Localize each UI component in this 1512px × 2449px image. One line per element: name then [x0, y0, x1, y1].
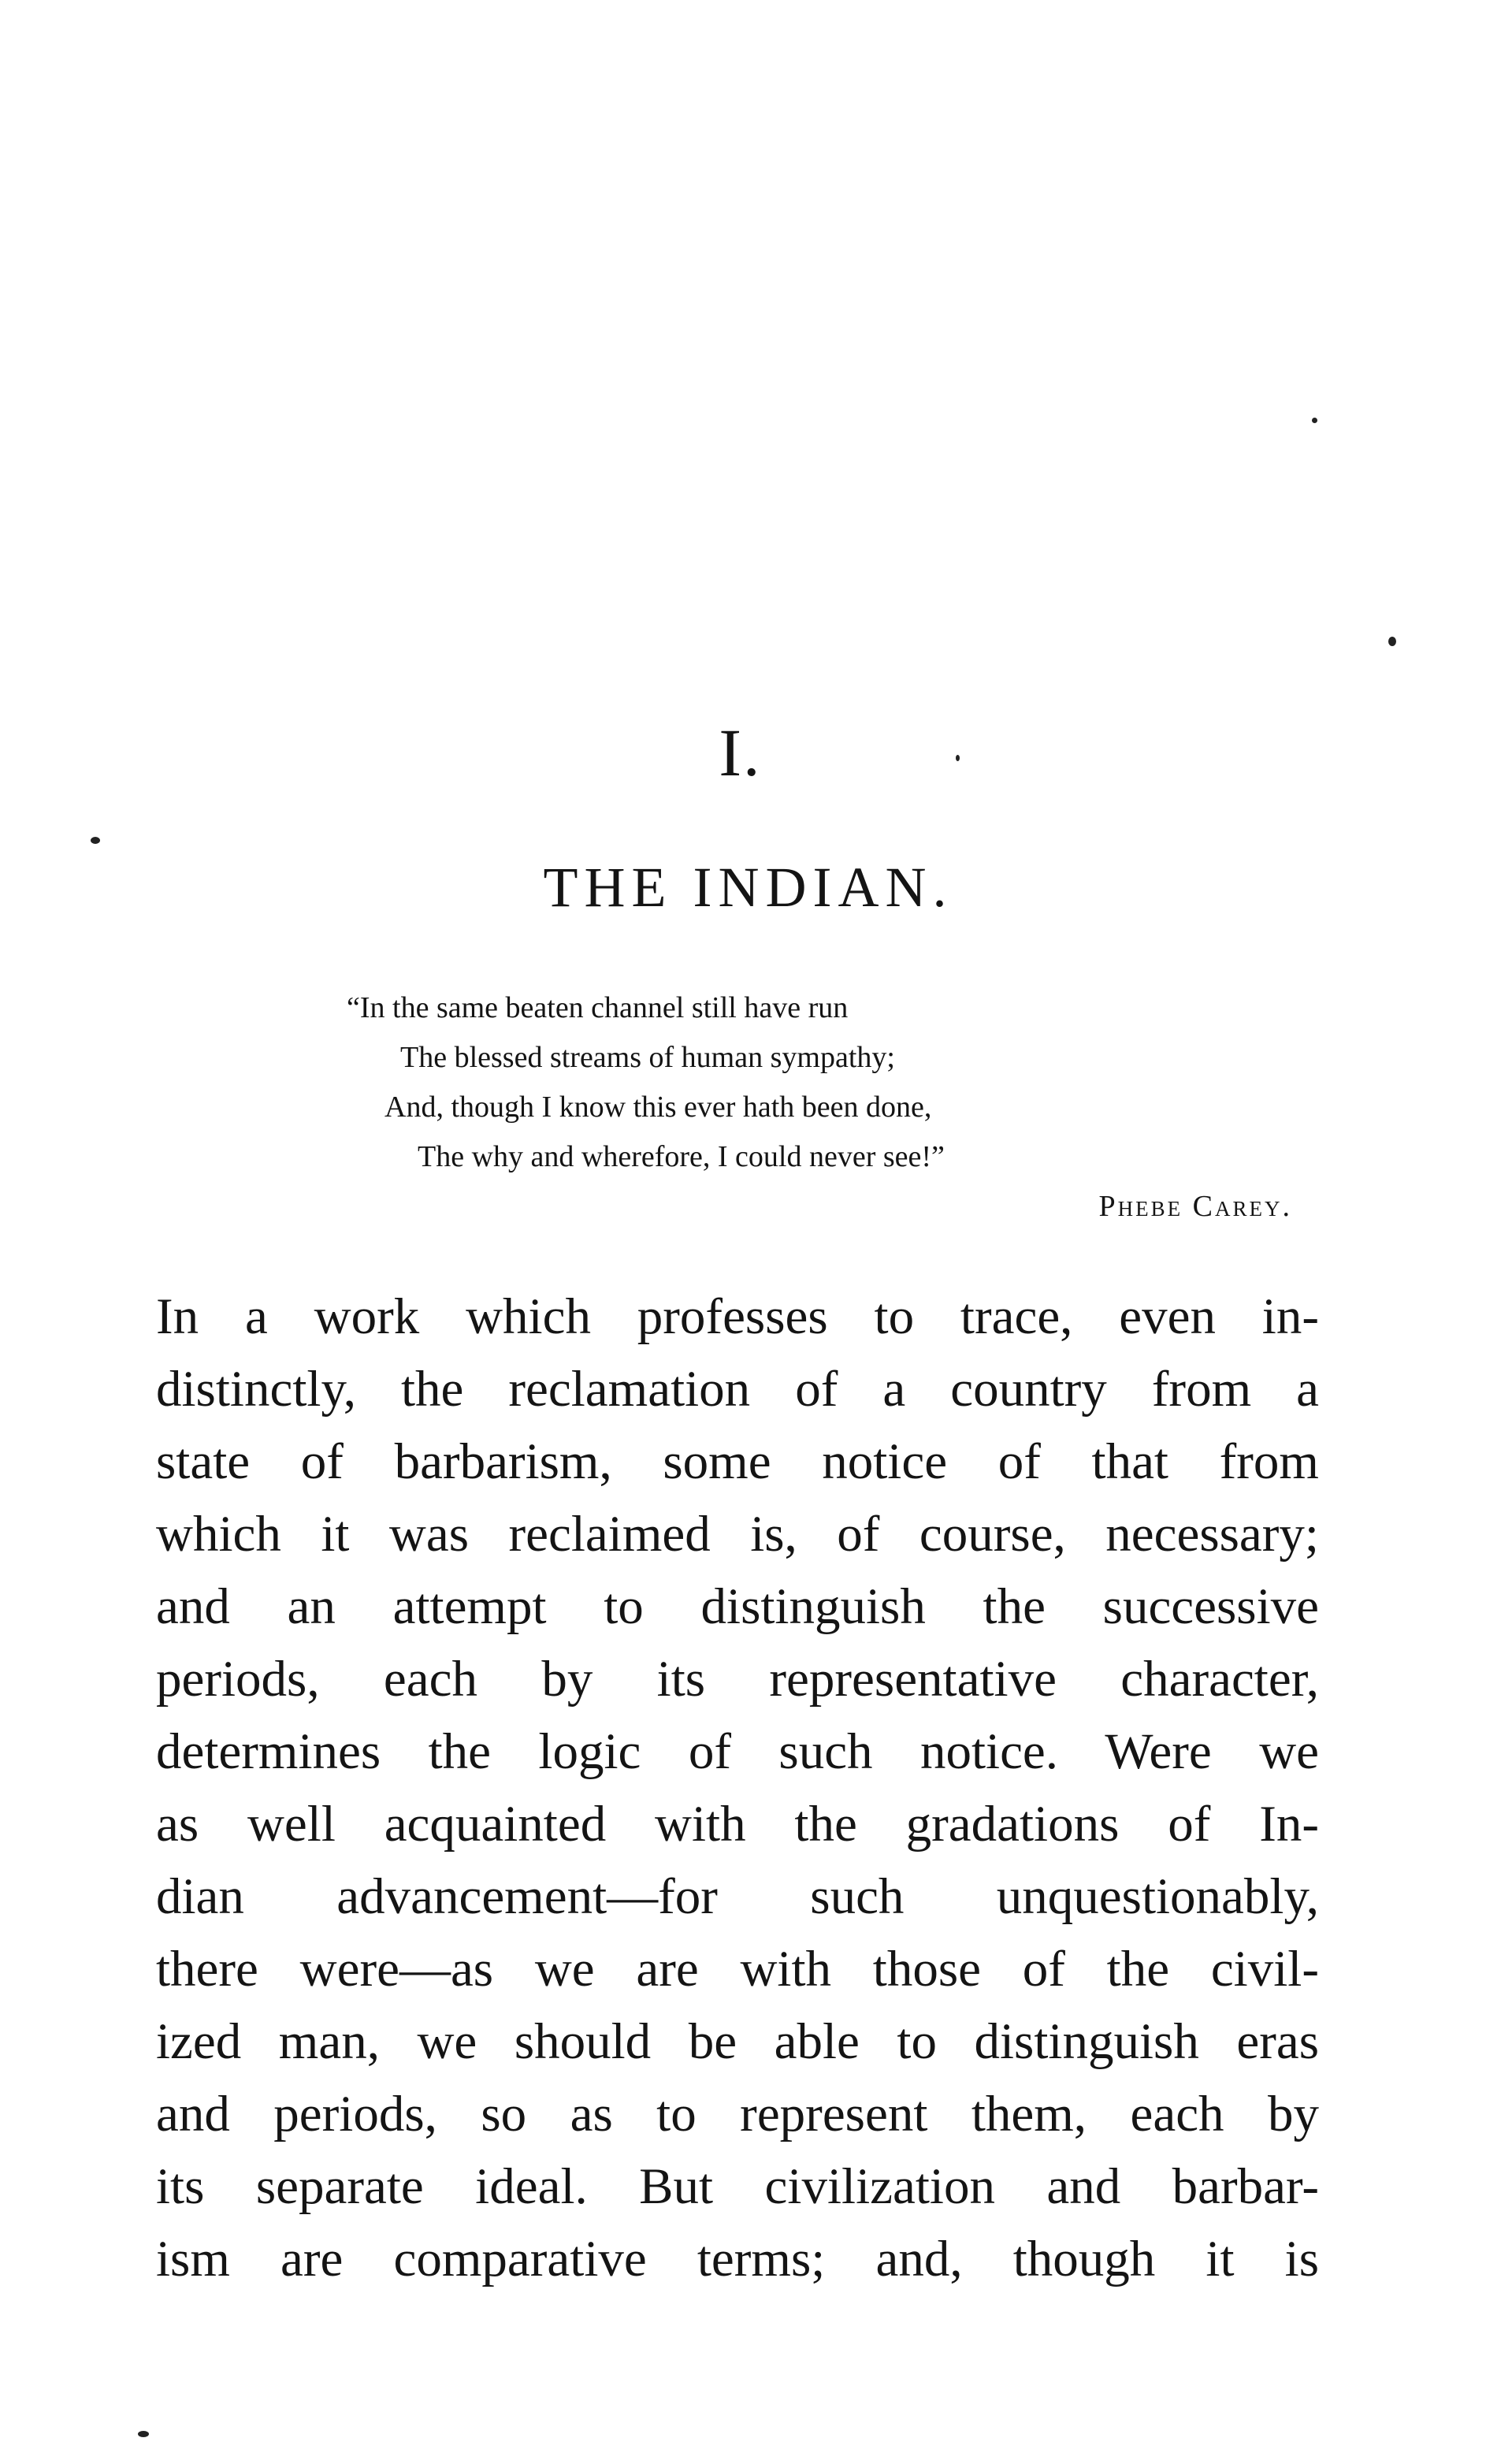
scan-speck [138, 2431, 149, 2437]
scan-speck [1312, 418, 1317, 423]
body-line: periods, each by its representative character, [156, 1651, 1319, 1708]
body-line: as well acquainted with the gradations of In- [156, 1796, 1319, 1853]
scan-speck [1388, 637, 1396, 646]
body-line: state of barbarism, some notice of that from [156, 1433, 1319, 1490]
body-line: dian advancement—for such unquestionably, [156, 1868, 1319, 1925]
body-line: distinctly, the reclamation of a country from a [156, 1361, 1319, 1418]
body-line: determines the logic of such notice. Were we [156, 1723, 1319, 1780]
body-line: there were—as we are with those of the civil- [156, 1941, 1319, 1997]
scan-speck [956, 755, 960, 761]
body-line: ized man, we should be able to distinguish eras [156, 2013, 1319, 2070]
body-line: and an attempt to distinguish the successive [156, 1578, 1319, 1635]
body-line: In a work which professes to trace, even in- [156, 1288, 1319, 1345]
body-line: and periods, so as to represent them, each by [156, 2086, 1319, 2142]
scan-speck [91, 837, 100, 844]
chapter-title: THE INDIAN. [543, 856, 953, 919]
epigraph [347, 983, 1308, 1232]
body-line: which it was reclaimed is, of course, necessary; [156, 1506, 1319, 1563]
epigraph-line: “In the same beaten channel still have run [347, 991, 849, 1024]
epigraph-line: The blessed streams of human sympathy; [400, 1041, 895, 1074]
body-line: ism are comparative terms; and, though it is [156, 2231, 1319, 2287]
body-line: its separate ideal. But civilization and barbar- [156, 2158, 1319, 2215]
epigraph-attribution: Phebe Carey. [1098, 1190, 1292, 1223]
epigraph-line: And, though I know this ever hath been done, [385, 1091, 932, 1124]
body-paragraph [156, 1280, 1319, 2295]
epigraph-line: The why and wherefore, I could never see!” [418, 1140, 945, 1173]
chapter-number: I. [719, 715, 762, 790]
